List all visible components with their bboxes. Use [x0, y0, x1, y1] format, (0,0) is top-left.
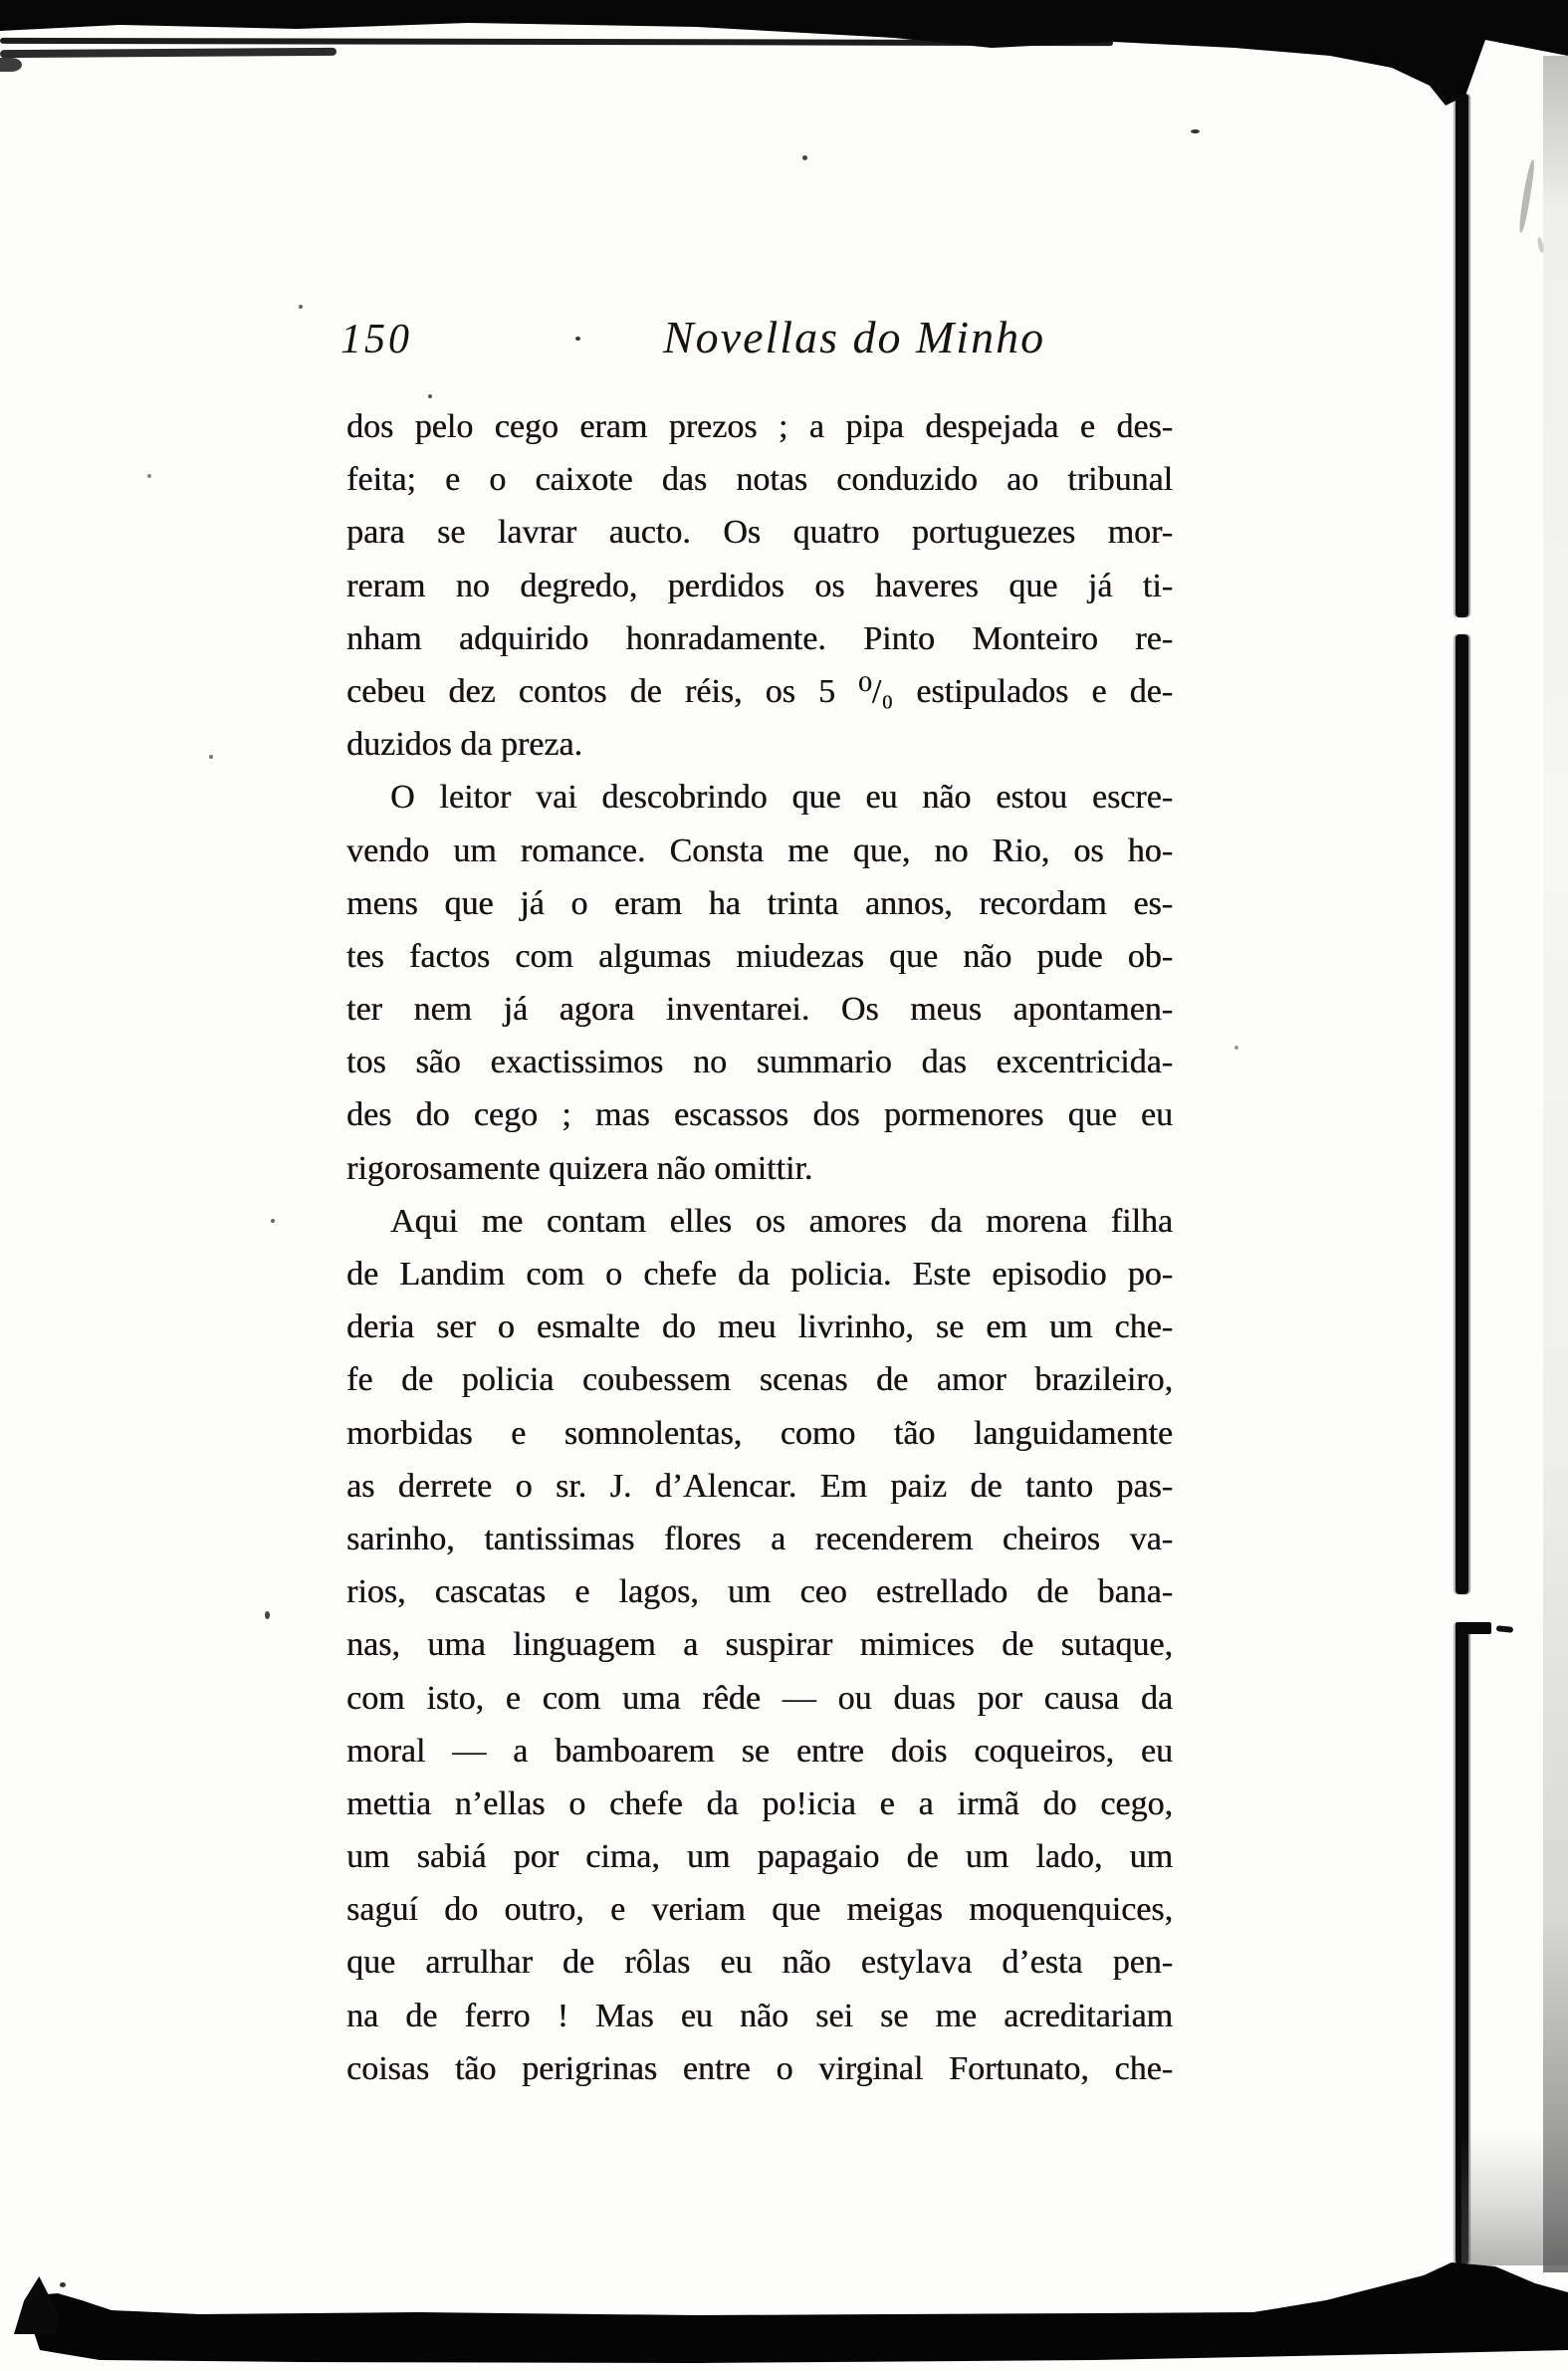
scan-artifact-page-edge-shadow	[1543, 56, 1568, 2272]
text-line: vendo um romance. Consta me que, no Rio, os ho-	[346, 831, 1173, 869]
text-line: feita; e o caixote das notas conduzido ao tribunal	[346, 461, 1173, 499]
scan-artifact-bottom-band	[0, 2251, 1568, 2371]
ink-speck	[575, 337, 580, 341]
scan-artifact-shadow-patch	[1461, 2131, 1568, 2265]
text-line: O leitor vai descobrindo que eu não estou escre-	[390, 779, 1173, 817]
scan-artifact-top-streak	[0, 38, 1113, 46]
text-line: moral — a bamboarem se entre dois coqueiros, eu	[346, 1732, 1173, 1770]
text-line: sarinho, tantissimas flores a recenderem cheiros va-	[346, 1520, 1173, 1557]
scan-artifact-smudge	[1517, 159, 1535, 233]
ink-speck	[299, 305, 303, 309]
scan-artifact-gutter-line-top	[1456, 94, 1468, 617]
text-line: mettia n’ellas o chefe da po!icia e a irmã do cego,	[346, 1784, 1173, 1822]
page-text	[346, 400, 1173, 2095]
text-line: cebeu dez contos de réis, os 5 ⁰/₀ estipulados e de-	[346, 672, 1173, 710]
text-line: com isto, e com uma rêde — ou duas por causa da	[346, 1679, 1173, 1717]
scan-artifact-corner-mark	[14, 2276, 60, 2334]
scan-artifact-gutter-dash	[1496, 1625, 1514, 1633]
text-line: tes factos com algumas miudezas que não pude ob-	[346, 937, 1173, 975]
scan-artifact-top-streak	[0, 48, 336, 58]
text-line: nham adquirido honradamente. Pinto Monteiro re-	[346, 619, 1173, 657]
text-line: dos pelo cego eram prezos ; a pipa despejada e des-	[346, 408, 1173, 445]
scan-artifact-edge-mark	[0, 58, 22, 72]
ink-speck	[265, 1611, 270, 1619]
text-line: na de ferro ! Mas eu não sei se me acreditariam	[346, 1997, 1173, 2034]
page-number: 150	[340, 317, 412, 362]
text-line: mens que já o eram ha trinta annos, recordam es-	[346, 884, 1173, 922]
text-line: de Landim com o chefe da policia. Este episodio po-	[346, 1256, 1173, 1293]
text-line: deria ser o esmalte do meu livrinho, se em um che-	[346, 1308, 1173, 1346]
ink-speck	[428, 394, 432, 398]
text-line: saguí do outro, e veriam que meigas moquenquices,	[346, 1891, 1173, 1929]
ink-speck	[271, 1219, 275, 1223]
text-line: rios, cascatas e lagos, um ceo estrellado de bana-	[346, 1573, 1173, 1611]
text-line: as derrete o sr. J. d’Alencar. Em paiz de tanto pas-	[346, 1467, 1173, 1505]
text-line: ter nem já agora inventarei. Os meus apontamen-	[346, 991, 1173, 1029]
ink-speck	[802, 155, 807, 160]
ink-speck	[1234, 1046, 1238, 1050]
text-line: nas, uma linguagem a suspirar mimices de sutaque,	[346, 1626, 1173, 1664]
text-line: tos são exactissimos no summario das excentricida-	[346, 1044, 1173, 1081]
ink-speck	[209, 755, 213, 759]
ink-speck	[147, 474, 151, 478]
text-line: para se lavrar aucto. Os quatro portuguezes mor-	[346, 514, 1173, 552]
ink-speck	[1191, 129, 1200, 133]
text-line: des do cego ; mas escassos dos pormenores que eu	[346, 1096, 1173, 1134]
text-line: morbidas e somnolentas, como tão languidamente	[346, 1414, 1173, 1452]
text-line: rigorosamente quizera não omittir.	[346, 1149, 813, 1187]
scan-artifact-gutter-line-middle	[1456, 634, 1468, 1594]
text-line: que arrulhar de rôlas eu não estylava d’esta pen-	[346, 1944, 1173, 1982]
text-line: fe de policia coubessem scenas de amor brazileiro,	[346, 1361, 1173, 1399]
ink-speck	[60, 2282, 66, 2287]
scan-artifact-gutter-tick	[1456, 1622, 1491, 1634]
text-line: duzidos da preza.	[346, 726, 582, 764]
text-line: coisas tão perigrinas entre o virginal Fortunato, che-	[346, 2049, 1173, 2087]
text-line: reram no degredo, perdidos os haveres que já ti-	[346, 567, 1173, 604]
text-line: Aqui me contam elles os amores da morena filha	[390, 1202, 1173, 1240]
text-line: um sabiá por cima, um papagaio de um lado, um	[346, 1838, 1173, 1876]
running-title: Novellas do Minho	[663, 312, 1046, 362]
